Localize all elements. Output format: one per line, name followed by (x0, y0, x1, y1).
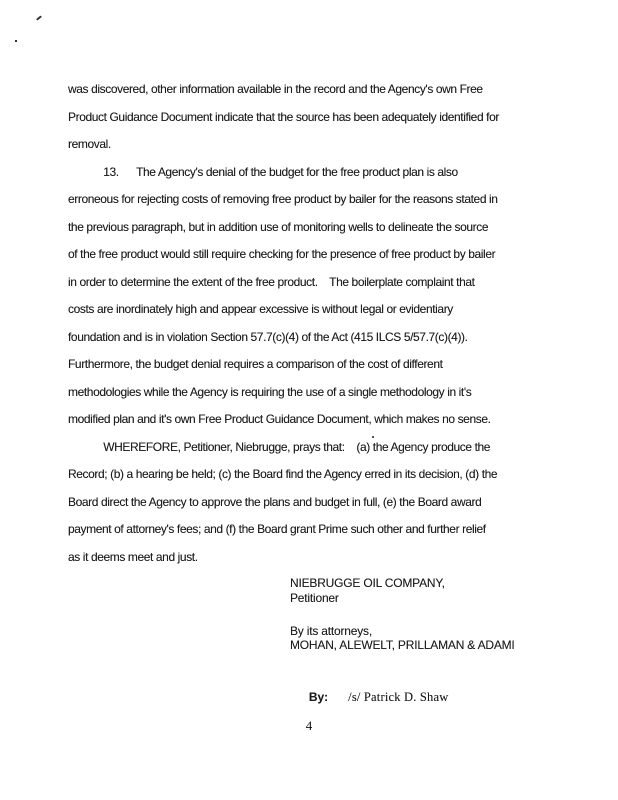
body-line: payment of attorney's fees; and (f) the Board grant Prime such other and further relief (68, 522, 486, 536)
by-label: By: (308, 689, 329, 704)
body-line: methodologies while the Agency is requiring the use of a single methodology in it's (68, 384, 472, 399)
signature-spacer (290, 653, 515, 675)
electronic-signature: /s/ Patrick D. Shaw (348, 689, 449, 704)
body-line: removal. (68, 137, 111, 151)
body-line-wherefore-clause: WHEREFORE, Petitioner, Niebrugge, prays that: (a) the Agency produce the (68, 439, 491, 454)
attorneys-intro: By its attorneys, (290, 623, 372, 638)
body-line: as it deems meet and just. (68, 549, 198, 564)
body-line: was discovered, other information available in the record and the Agency's own Free (68, 82, 483, 96)
scan-artifact-dot (15, 40, 17, 42)
signature-block (290, 576, 515, 720)
body-line: the previous paragraph, but in addition use of monitoring wells to delineate the source (68, 219, 489, 234)
signature-spacer (290, 606, 515, 624)
body-line: in order to determine the extent of the free product. The boilerplate complaint that (68, 274, 475, 289)
law-firm-name: MOHAN, ALEWELT, PRILLAMAN & ADAMI (290, 638, 515, 653)
body-line: costs are inordinately high and appear excessive is without legal or evidentiary (68, 302, 453, 316)
page-number: 4 (305, 718, 313, 733)
body-line: Record; (b) a hearing be held; (c) the Board find the Agency erred in its decision, (d) the (68, 467, 498, 481)
scan-artifact-tick (36, 15, 42, 20)
body-line: of the free product would still require checking for the presence of free product by bailer (68, 247, 496, 261)
body-line-paragraph-13-start: 13. The Agency's denial of the budget for the free product plan is also (68, 164, 458, 179)
body-line: foundation and is in violation Section 57.7(c)(4) of the Act (415 ILCS 5/57.7(c)(4)). (68, 329, 468, 344)
body-line: modified plan and it's own Free Product Guidance Document, which makes no sense. (68, 412, 491, 426)
body-line: Board direct the Agency to approve the plans and budget in full, (e) the Board award (68, 494, 482, 509)
body-line: erroneous for rejecting costs of removing free product by bailer for the reasons stated in (68, 192, 498, 206)
body-line: Furthermore, the budget denial requires a comparison of the cost of different (68, 357, 443, 371)
petitioner-company-name: NIEBRUGGE OIL COMPANY, (290, 576, 445, 590)
signature-by-line (290, 675, 515, 719)
document-body (68, 76, 568, 571)
body-line: Product Guidance Document indicate that the source has been adequately identified for (68, 109, 499, 124)
petitioner-role: Petitioner (290, 590, 339, 605)
